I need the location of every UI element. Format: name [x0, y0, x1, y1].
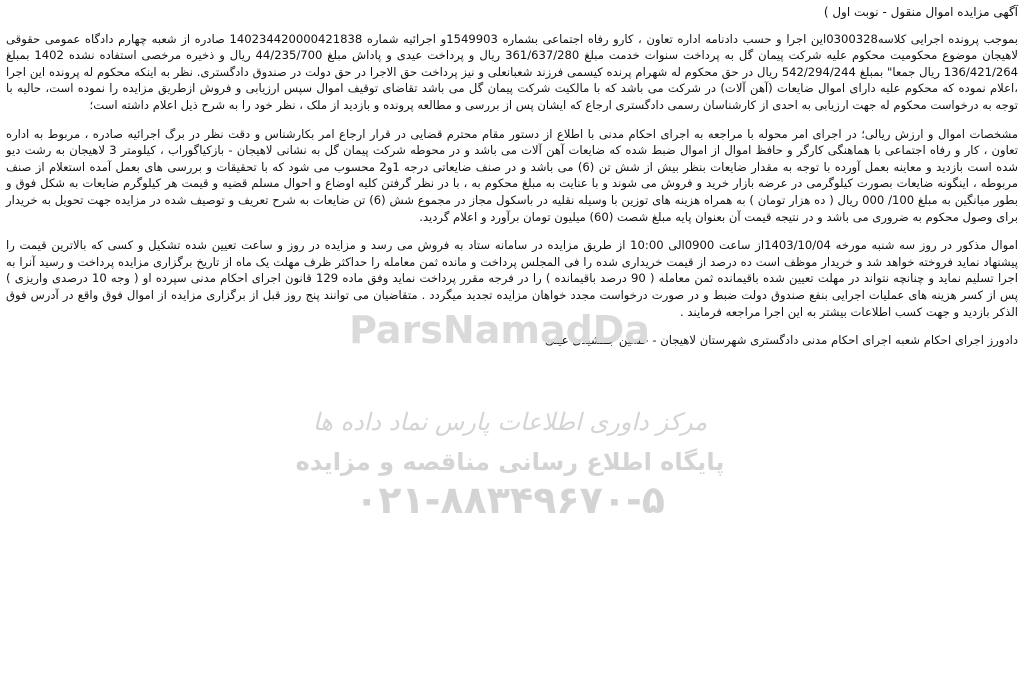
- notice-title: آگهی مزایده اموال منقول - نوبت اول ): [823, 5, 1018, 19]
- watermark-center-line: مرکز داوری اطلاعات پارس نماد داده ها: [312, 408, 708, 436]
- watermark-phone: ۰۲۱-۸۸۳۴۹۶۷۰-۵: [355, 478, 665, 522]
- case-details-paragraph: بموجب پرونده اجرایی کلاسه0300328این اجرا و حسب دادنامه اداره تعاون ، کارو رفاه اجتماعی بشماره 1549903و اجرائیه شماره 140234420000421838 صادره از شعبه چهارم دادگاه عمومی حقوقی لاهیجان موضوع محکومیت محکوم علیه شرکت پیمان گل به پرداخت سنوات خدمت مبلغ 361/637/280 ریال و پرداخت عیدی و پاداش مبلغ 44/235/700 ریال و ذخیره مرخصی استفاده نشده 1402 بمبلغ 136/421/264 ریال جمعا" بمبلغ 542/294/244 ریال در حق محکوم له شهرام پرنده کیسمی فرزند شعبانعلی و نیز پرداخت حق الاجرا در حق دولت در صندوق دادگستری. نظر به اینکه محکوم له پرونده این اجرا ،اعلام نموده که محکوم علیه دارای اموال ضایعات (آهن آلات) در شرکت می باشد که با مالکیت شرکت پیمان گل می باشد تقاضای توقیف اموال سپس ارزیابی و فروش ازطریق مزایده را نموده است، حالیه با توجه به درخواست محکوم له جهت ارزیابی به احدی از کارشناسان رسمی دادگستری ارجاع که ایشان پس از بررسی و مطالعه پرونده و بازدید از ملک ، نظر خود را به شرح ذیل اعلام داشته است؛: [6, 31, 1018, 112]
- watermark-base-line: پایگاه اطلاع رسانی مناقصه و مزایده: [295, 448, 725, 476]
- auction-notice-document: [6, 4, 1018, 349]
- officer-signature: دادورز اجرای احکام شعبه اجرای احکام مدنی دادگستری شهرستان لاهیجان - حسین جمشیدی عینی: [545, 333, 1018, 348]
- auction-terms-paragraph: اموال مذکور در روز سه شنبه مورخه 1403/10/04از ساعت 0900الی 10:00 از طریق مزایده در سامانه ستاد به فروش می رسد و مزایده در روز و ساعت تعیین شده تشکیل و کسی که بالاترین قیمت را پیشنهاد نماید فروخته خواهد شد و خریدار موظف است ده درصد از قیمت خریداری شده را فی المجلس پرداخت و مانده ثمن معامله را حداکثر ظرف مهلت یک ماه از تاریخ برگزاری مزایده پرداخت و رسید آنرا به اجرا تسلیم نماید و چنانچه نتواند در مهلت تعیین شده باقیمانده ثمن معامله ( 90 درصد باقیمانده ) را در فرجه مقرر پرداخت نماید وفق ماده 129 قانون اجرای احکام مدنی سپرده او ( وجه 10 درصدی واریزی ) پس از کسر هزینه های عملیات اجرایی بنفع صندوق دولت ضبط و در صورت درخواست مجدد خواهان مزایده تجدید میگردد . متقاضیان می توانند پنج روز قبل از برگزاری مزایده از اموال فوق واقع در آدرس فوق الذکر بازدید و جهت کسب اطلاعات بیشتر به این اجرا مراجعه فرمایند .: [6, 238, 1018, 319]
- watermark-brand-logo: ParsNamadDa: [349, 308, 650, 352]
- property-valuation-paragraph: مشخصات اموال و ارزش ریالی؛ در اجرای امر محوله با مراجعه به اجرای احکام مدنی با اطلاع از دستور مقام محترم قضایی در قرار ارجاع امر بکارشناس و دقت نظر در برگ اجرائیه صادره ، مربوط به اداره تعاون ، کار و رفاه اجتماعی با هماهنگی کارگر و حافظ اموال از اموال ضبط شده که ضایعات آهن آلات می باشد و در محوطه شرکت پیمان گل به نشانی لاهیجان - بازکیاگوراب ، کیلومتر 3 لاهیجان به رشت دیو شده است بازدید و معاینه بعمل آورده با توجه به مقدار ضایعات بنظر بیش از شش تن (6) می باشد و در صنف ضایعاتی درجه 1و2 محسوب می شود که با تحقیقات و بررسی های بعمل آمده استعلام از صنف مربوطه ، اینگونه ضایعات بصورت کیلوگرمی در عرضه بازار خرید و فروش می شوند و با عنایت به مبلغ محکوم به ، با در نظر گرفتن کلیه اوضاع و احوال مسلم قضیه و قیمت هر کیلوگرم ضایعات به شکل فوق و بطور میانگین به مبلغ 100/ 000 ریال ( ده هزار تومان ) به همراه هزینه های توزین با وسیله نقلیه در باسکول مجاز در مجموع شش (6) تن ضایعات به شرح تعریف و توصیف شده در مزایده جهت تحویل به خریدار برای وصول محکوم به ضروری می باشد و در نتیجه قیمت آن بعنوان پایه مبلغ شصت (60) میلیون تومان برآورد و اعلام گردید.: [6, 126, 1019, 224]
